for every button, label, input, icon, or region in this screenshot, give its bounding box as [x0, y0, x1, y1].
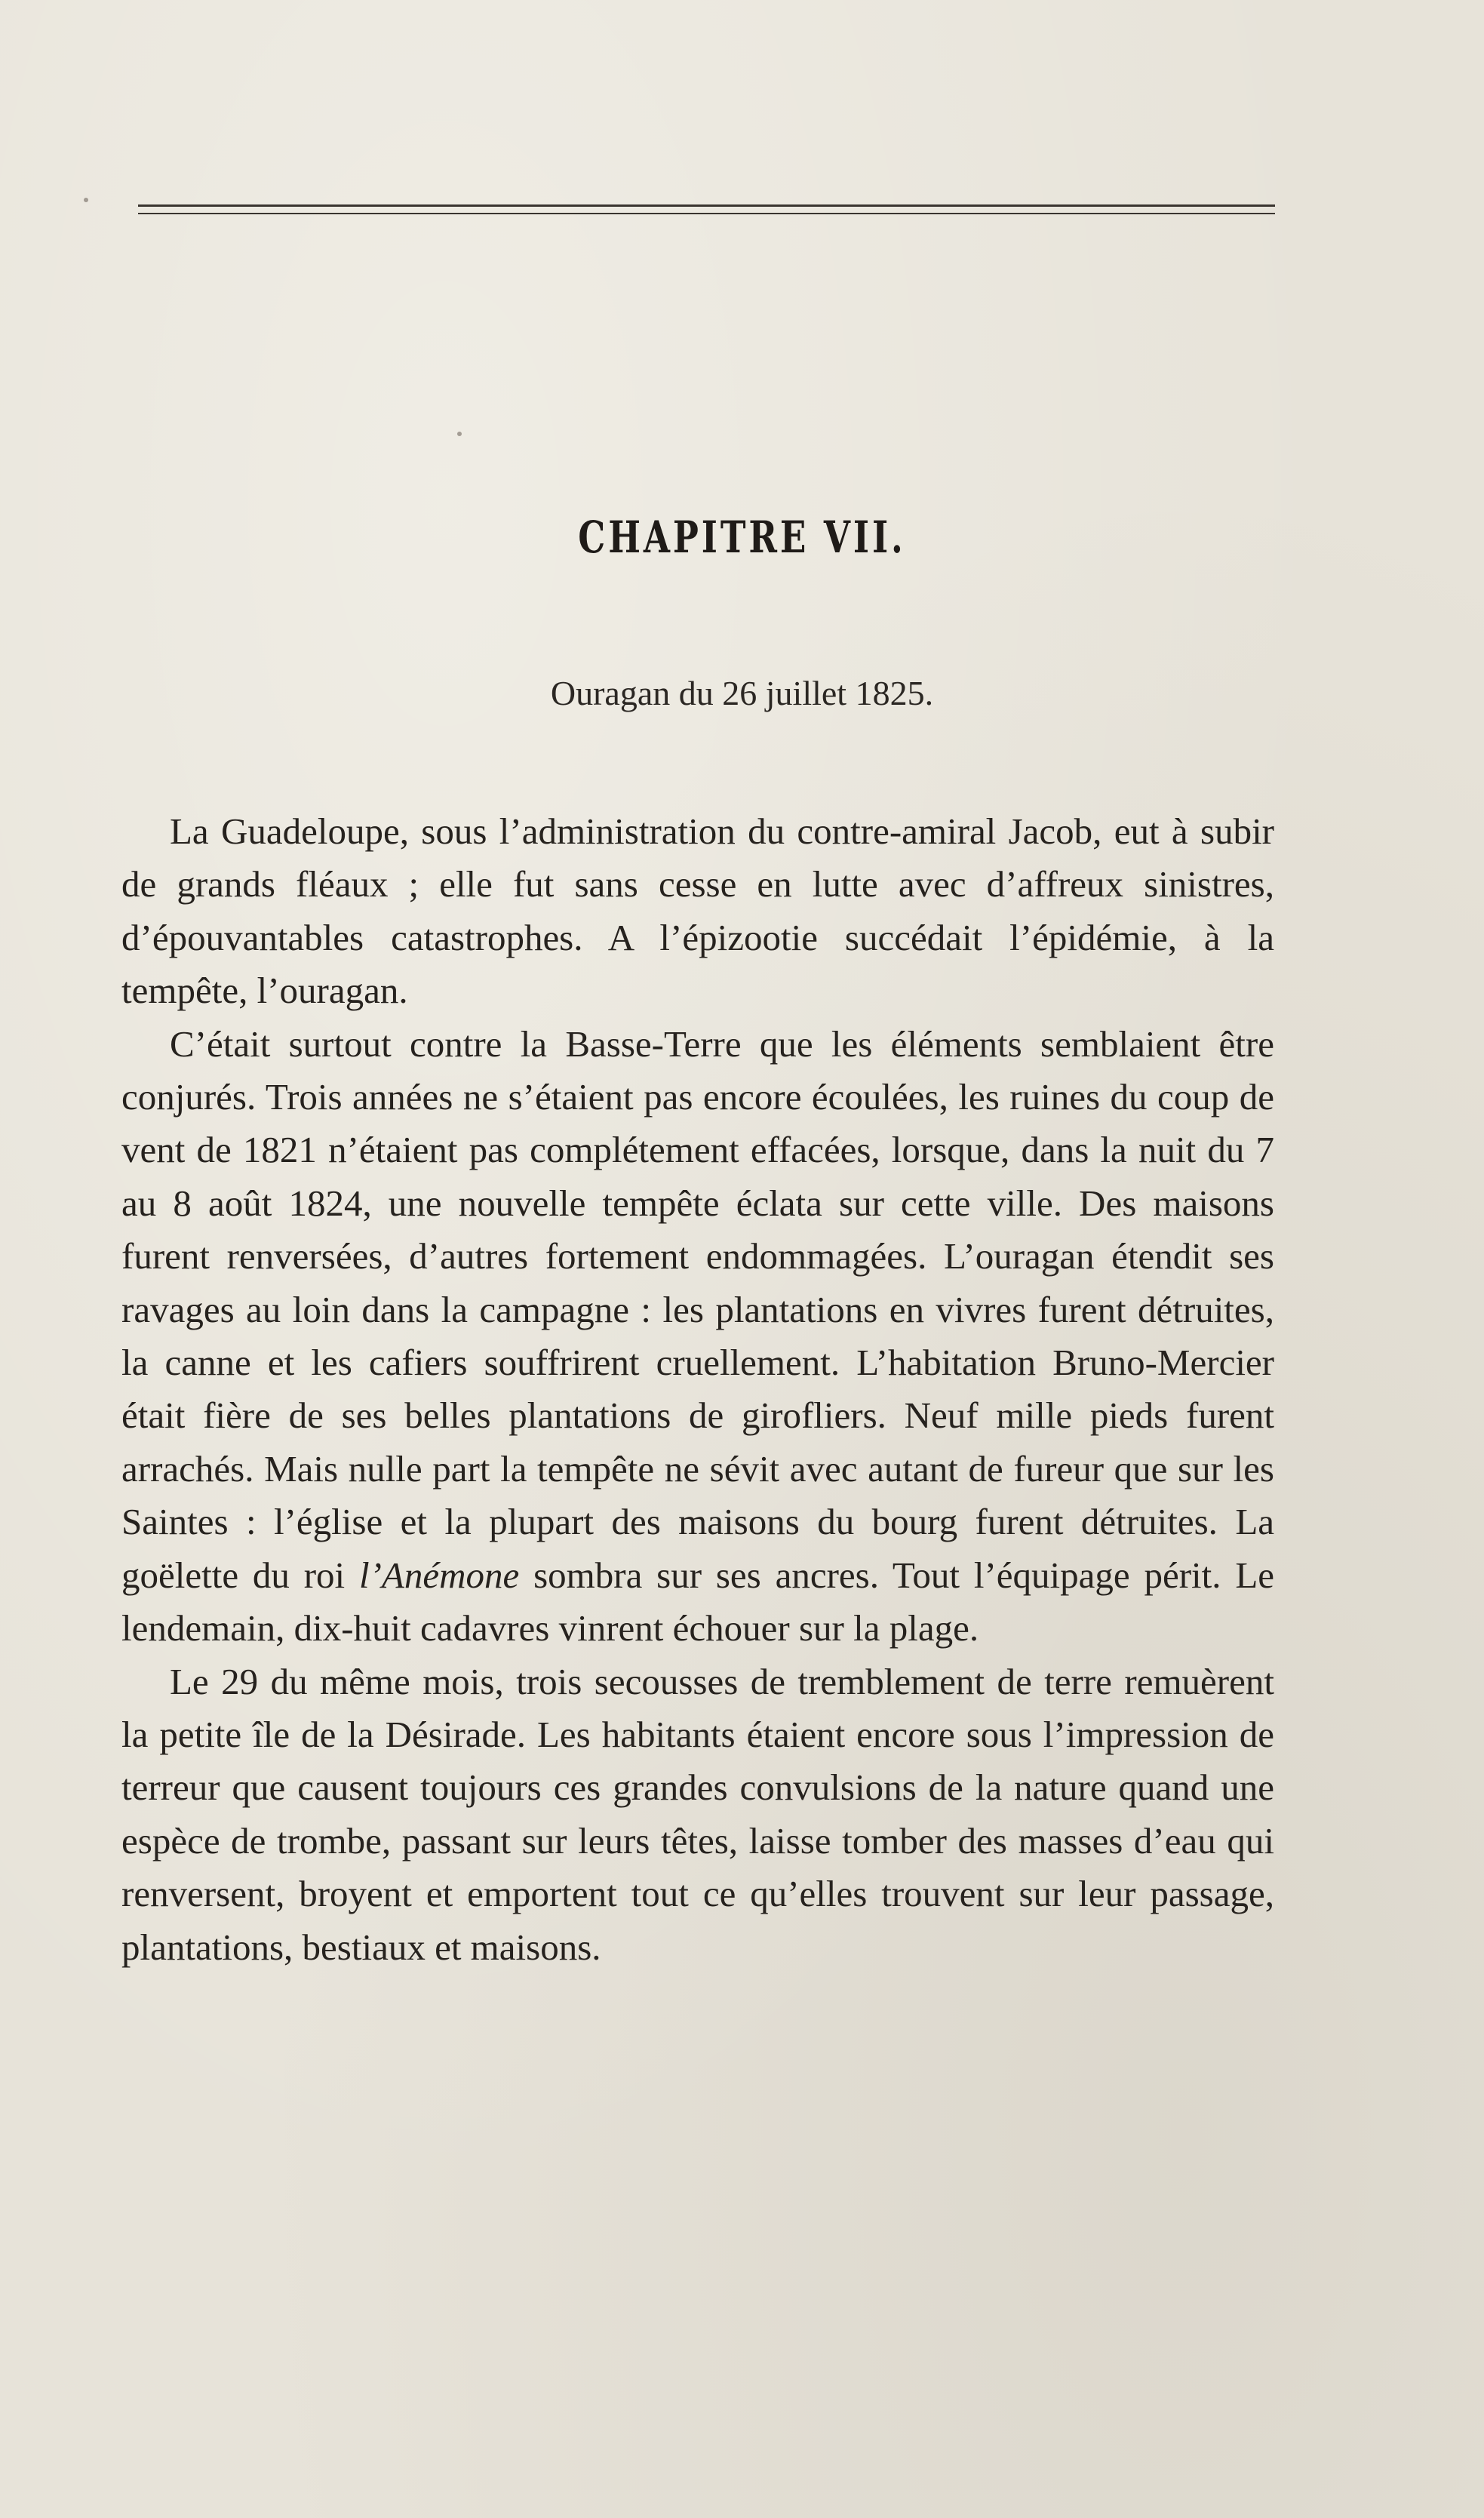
chapter-subtitle: Ouragan du 26 juillet 1825.: [550, 674, 934, 712]
chapter-title: CHAPITRE VII.: [578, 512, 906, 563]
paragraph-text: Le 29 du même mois, trois secousses de tremblement de terre remuèrent la petite île de la Désirade. Les habitants étaient encore sous l’impression de terreur que causent toujours ces grandes convulsions de la nature quand une espèce de trombe, passant sur leurs têtes, laisse tomber des masses d’eau qui renversent, broyent et emportent tout ce qu’elles trouvent sur leur passage, plantations, bestiaux et maisons.: [121, 1660, 1274, 1968]
paragraph-text: sombra sur ses ancres. Tout l’équipage périt. Le lendemain, dix-huit cadavres vinrent échouer sur la plage.: [121, 1554, 1274, 1649]
chapter-body: [121, 805, 1274, 1974]
header-rule-bottom: [138, 213, 1275, 214]
paragraph: [121, 1018, 1274, 1656]
paragraph-text: C’était surtout contre la Basse-Terre que les éléments semblaient être conjurés. Trois années ne s’étaient pas encore écoulées, les ruines du coup de vent de 1821 n’étaient pas complétement effacées, lorsque, dans la nuit du 7 au 8 août 1824, une nouvelle tempête éclata sur cette ville. Des maisons furent renversées, d’autres fortement endommagées. L’ouragan étendit ses ravages au loin dans la campagne : les plantations en vivres furent détruites, la canne et les cafiers souffrirent cruellement. L’habitation Bruno-Mercier était fière de ses belles plantations de girofliers. Neuf mille pieds furent arrachés. Mais nulle part la tempête ne sévit avec autant de fureur que sur les Saintes : l’église et la plupart des maisons du bourg furent détruites. La goëlette du roi: [121, 1022, 1274, 1596]
ink-speck: [457, 432, 462, 436]
ship-name: l’Anémone: [359, 1554, 520, 1596]
paragraph-text: La Guadeloupe, sous l’administration du contre-amiral Jacob, eut à subir de grands fléaux ; elle fut sans cesse en lutte avec d’affreux sinistres, d’épouvantables catastrophes. A l’épizootie succédait l’épidémie, à la tempête, l’ouragan.: [121, 810, 1274, 1012]
ink-speck: [84, 198, 88, 202]
paragraph: [121, 1656, 1274, 1974]
header-rule-top: [138, 204, 1275, 207]
paragraph: [121, 805, 1274, 1018]
